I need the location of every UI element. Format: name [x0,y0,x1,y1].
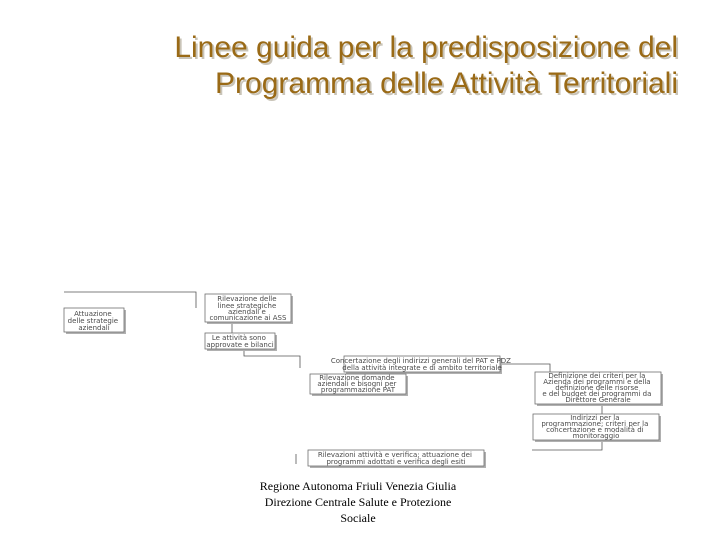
node-text: aziendali e bisogni per [317,380,397,388]
node-text: della attività integrate e di ambito territoriale [342,364,502,372]
slide-title-line-1: Linee guida per la predisposizione del [174,31,678,64]
svg-text:Rilevazioni attività e verific [318,451,474,466]
node-text: programmazione PAT [320,386,396,394]
flow-node-definizione-criteri [535,372,663,406]
slide-title-line-2: Programma delle Attività Territoriali [215,67,678,100]
flow-node-attivita-approvate [205,333,277,351]
node-text: linee strategiche [217,302,277,310]
node-text: definizione delle risorse [555,384,639,392]
flow-node-indirizzi [533,414,661,442]
node-text: Rilevazione domande [319,374,395,382]
node-text: Azienda dei programmi e della [543,378,651,386]
footer-line-1: Regione Autonoma Friuli Venezia Giulia [259,479,457,493]
connector-4 [500,364,550,372]
node-text: Definizione dei criteri per la [548,372,646,380]
flow-node-concertazione [331,356,513,374]
svg-text:Le attività sono approva [206,334,273,349]
flow-node-attuazione [64,308,126,334]
connector-1 [64,292,196,308]
node-text: Indirizzi per la [570,414,620,422]
flow-node-rilevazioni-attivita [308,450,486,468]
node-text: comunicazione ai ASS [209,314,287,322]
svg-text:Rilevazione delle linee [210,295,287,322]
svg-text:Rilevazione domande azie [317,374,398,394]
node-text: Rilevazione delle [217,295,277,303]
node-text: programmazione; criteri per la [541,420,649,428]
node-text: Concertazione degli indirizzi generali del PAT e PDZ [330,357,511,365]
node-text: monitoraggio [572,432,620,440]
node-text: Direttore Generale [565,396,631,404]
connector-3 [244,350,300,368]
node-text: e del budget dei programmi da [542,390,652,398]
flow-node-rilevazione-linee [205,294,293,324]
node-text: approvate e bilanci [206,341,274,349]
node-text: aziendali e [227,308,266,316]
svg-text:Concertazione degli indirizzi [331,357,513,372]
node-text: Le attività sono [211,334,266,342]
footer-line-3: Sociale [340,511,376,525]
slide-footer [236,478,480,526]
node-text: delle strategie [67,317,119,325]
flow-node-rilevazione-domande [310,374,408,396]
node-text: concertazione e modalità di [546,426,644,434]
node-text: aziendali [78,324,110,332]
footer-line-2: Direzione Centrale Salute e Protezione [264,495,452,509]
node-text: programmi adottati e verifica degli esiti [326,458,466,466]
node-text: Attuazione [74,310,112,318]
node-text: Rilevazioni attività e verifica; attuazione dei [317,451,472,459]
